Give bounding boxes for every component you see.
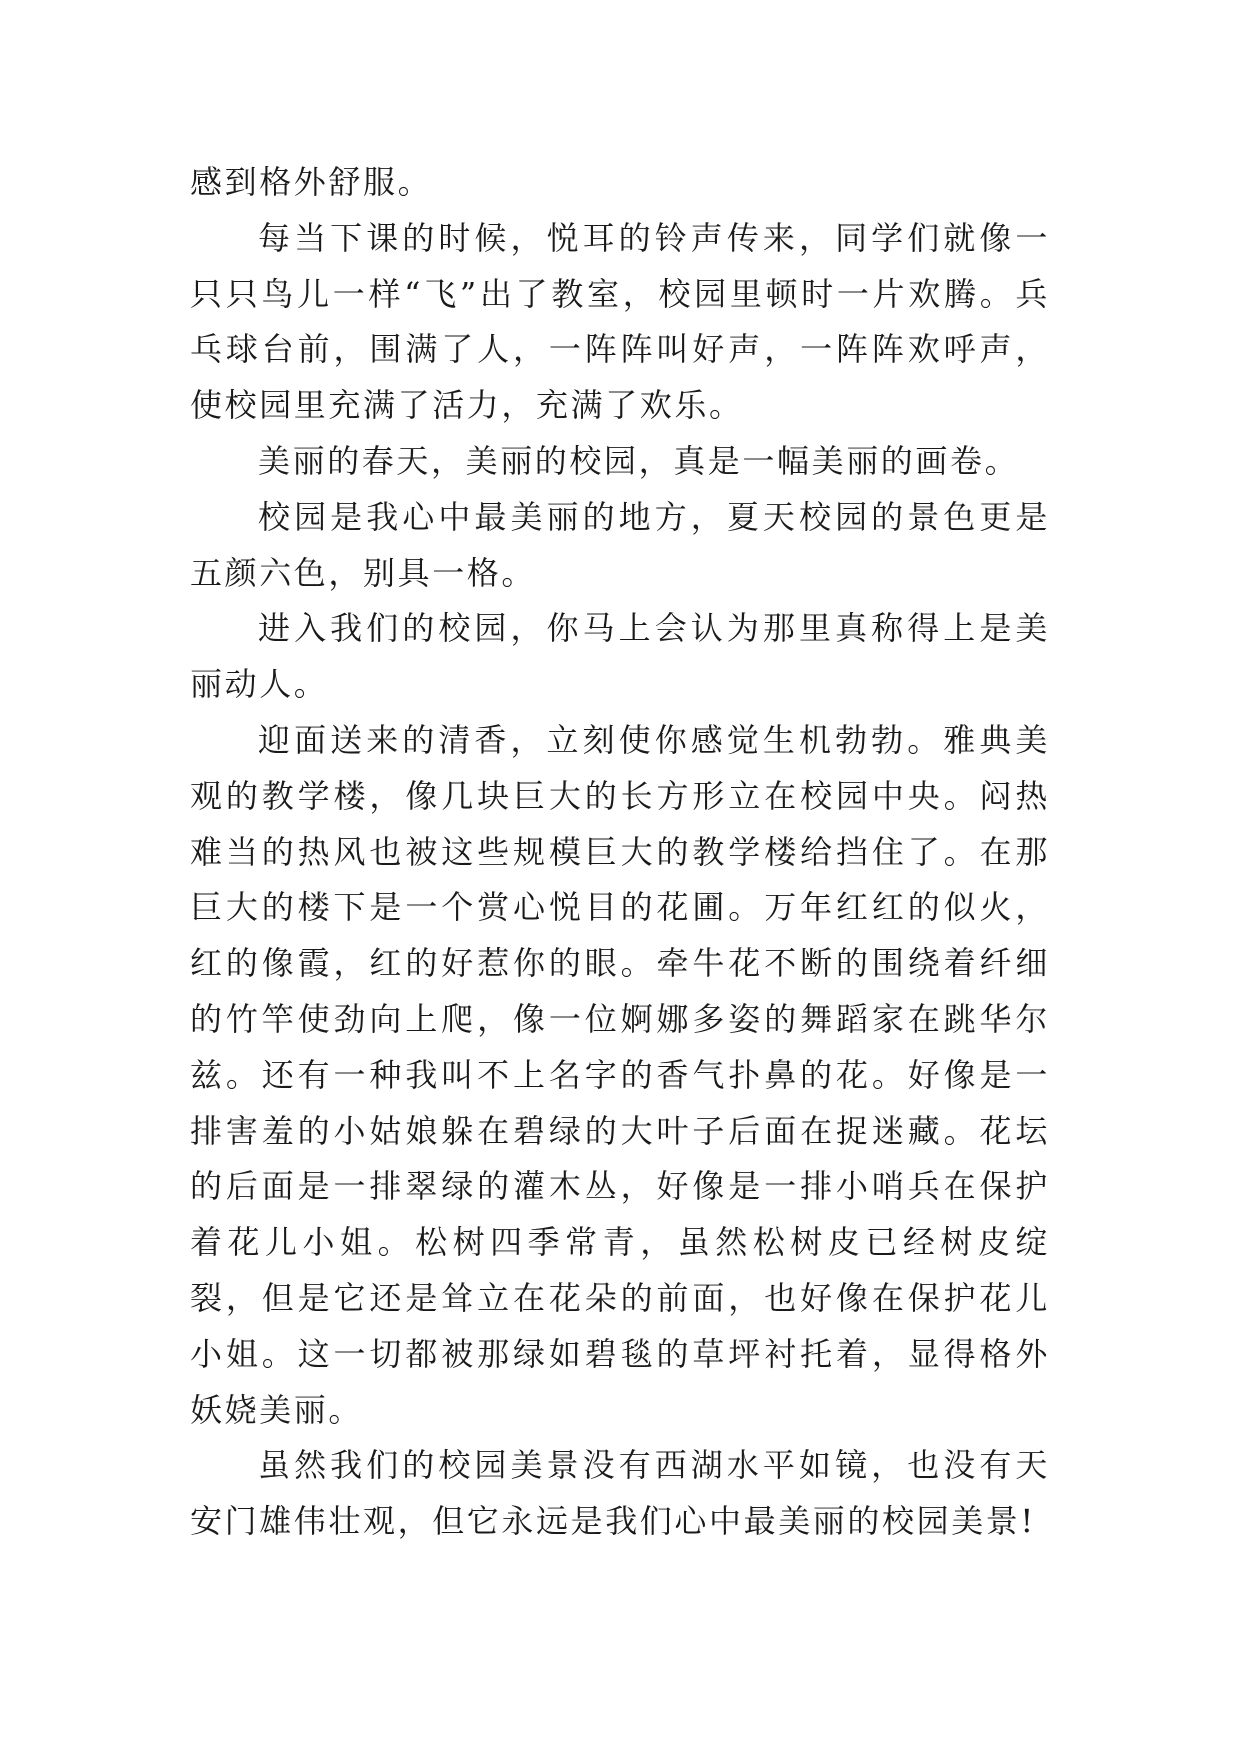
paragraph-3: 美丽的春天，美丽的校园，真是一幅美丽的画卷。 [258, 441, 1020, 480]
paragraph-2: 每当下课的时候，悦耳的铃声传来，同学们就像一只只鸟儿一样“飞”出了教室，校园里顿时一片欢腾。兵乓球台前，围满了人，一阵阵叫好声，一阵阵欢呼声，使校园里充满了活力，充满了欢乐。 [190, 218, 1050, 425]
document-body [190, 155, 1050, 1550]
paragraph-5: 进入我们的校园，你马上会认为那里真称得上是美丽动人。 [190, 609, 1050, 704]
paragraph-4: 校园是我心中最美丽的地方，夏天校园的景色更是五颜六色，别具一格。 [190, 497, 1050, 592]
paragraph-1: 感到格外舒服。 [190, 163, 433, 201]
paragraph-6: 迎面送来的清香，立刻使你感觉生机勃勃。雅典美观的教学楼，像几块巨大的长方形立在校园中央。闷热难当的热风也被这些规模巨大的教学楼给挡住了。在那巨大的楼下是一个赏心悦目的花圃。万年红红的似火，红的像霞，红的好惹你的眼。牵牛花不断的围绕着纤细的竹竿使劲向上爬，像一位婀娜多姿的舞蹈家在跳华尔兹。还有一种我叫不上名字的香气扑鼻的花。好像是一排害羞的小姑娘躲在碧绿的大叶子后面在捉迷藏。花坛的后面是一排翠绿的灌木丛，好像是一排小哨兵在保护着花儿小姐。松树四季常青，虽然松树皮已经树皮绽裂，但是它还是耸立在花朵的前面，也好像在保护花儿小姐。这一切都被那绿如碧毯的草坪衬托着，显得格外妖娆美丽。 [190, 720, 1050, 1429]
paragraph-7: 虽然我们的校园美景没有西湖水平如镜，也没有天安门雄伟壮观，但它永远是我们心中最美丽的校园美景! [190, 1446, 1050, 1541]
